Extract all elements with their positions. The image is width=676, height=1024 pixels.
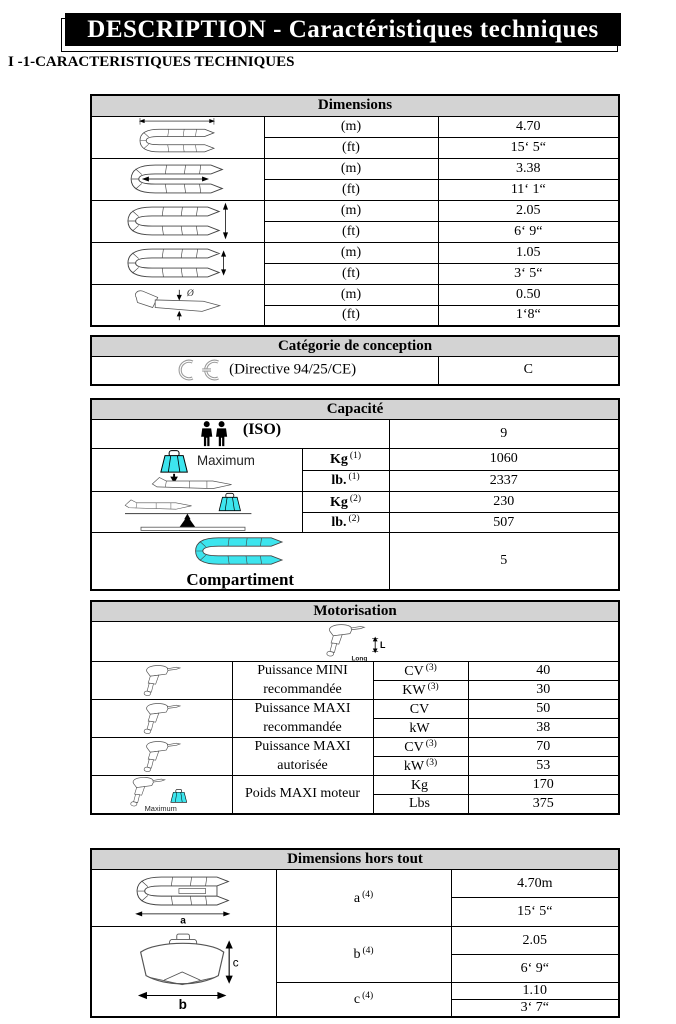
compartment-tubes-icon [181,533,299,569]
unit-cell: (ft) [264,305,438,326]
value-cell: 170 [468,776,619,795]
icon-letter-c: c [232,956,239,970]
unit-cell: Kg $^{(1)}$ [302,449,389,471]
unit-cell: (ft) [264,137,438,158]
boat-top-overall-width-icon [91,200,264,242]
value-cell: 4.70 [438,116,619,137]
value-cell: 1‘8“ [438,305,619,326]
letter-cell: c $^{(4)}$ [276,983,451,1018]
boat-top-length-a-icon [91,870,276,927]
directive-cell [91,357,438,385]
persons-iso-icon [199,421,233,447]
boat-top-inner-width-icon [91,242,264,284]
value-cell: 6‘ 9“ [438,221,619,242]
ce-mark-icon [173,358,225,382]
section-heading: I -1-CARACTERISTIQUES TECHNIQUES [8,54,295,70]
value-cell: 507 [389,513,619,533]
design-category-table [90,335,620,386]
value-cell: 1.10 [451,983,619,1000]
power-label-cell: Puissance MINI recommandée [232,662,373,700]
unit-cell: (m) [264,284,438,305]
tube-diameter-icon [91,284,264,326]
value-cell: 3‘ 5“ [438,263,619,284]
table-row [91,284,619,305]
value-cell: 53 [468,757,619,776]
value-cell: 230 [389,492,619,513]
unit-cell: CV $^{(3)}$ [373,738,468,757]
unit-cell: (ft) [264,263,438,284]
value-cell: 15‘ 5“ [451,898,619,927]
capacity-table [90,398,620,591]
outboard-motor-icon [91,700,232,738]
capacity-table-header: Capacité [91,399,619,420]
table-row [91,662,619,681]
directive-label: (Directive 94/25/CE) [229,361,357,378]
value-cell: 70 [468,738,619,757]
motor-weight-maximum-icon [91,776,232,814]
max-load-icon [91,449,302,492]
icon-letter-b: b [178,996,187,1012]
boat-top-inner-length-icon [91,158,264,200]
page-title: DESCRIPTION - Caractéristiques techniques [87,15,599,43]
table-row [91,700,619,719]
unit-cell: (m) [264,242,438,263]
shaft-caption: Long [351,654,368,661]
maximum-caption: Maximum [196,453,255,469]
unit-cell: Lbs [373,795,468,814]
design-category-table-header: Catégorie de conception [91,336,619,357]
letter-cell: a $^{(4)}$ [276,870,451,927]
value-cell: 38 [468,719,619,738]
table-row [91,242,619,263]
design-category-value: C [438,357,619,385]
icon-letter-a: a [179,915,186,924]
unit-cell: (ft) [264,221,438,242]
value-cell: 30 [468,681,619,700]
iso-value: 9 [389,420,619,449]
value-cell: 50 [468,700,619,719]
unit-cell: (ft) [264,179,438,200]
table-row [91,158,619,179]
unit-cell: lb. $^{(2)}$ [302,513,389,533]
value-cell: 40 [468,662,619,681]
table-row [91,738,619,757]
table-row [91,622,619,662]
value-cell: 11‘ 1“ [438,179,619,200]
unit-cell: kW $^{(3)}$ [373,757,468,776]
table-row [91,849,619,870]
value-cell: 4.70m [451,870,619,898]
value-cell: 3‘ 7“ [451,1000,619,1018]
compartment-value: 5 [389,533,619,590]
value-cell: 15‘ 5“ [438,137,619,158]
diameter-symbol: Ø [186,288,194,299]
page-title-bar [65,13,621,46]
motorisation-table [90,600,620,815]
unit-cell: KW $^{(3)}$ [373,681,468,700]
value-cell: 1.05 [438,242,619,263]
unit-cell: Kg [373,776,468,795]
letter-cell: b $^{(4)}$ [276,927,451,983]
value-cell: 375 [468,795,619,814]
table-row [91,870,619,898]
shaft-letter: L [379,639,386,650]
value-cell: 2337 [389,470,619,492]
outboard-motor-icon [91,738,232,776]
value-cell: 0.50 [438,284,619,305]
unit-cell: CV $^{(3)}$ [373,662,468,681]
unit-cell: (m) [264,158,438,179]
table-row [91,420,619,449]
outboard-shaft-length-icon [91,622,619,662]
boat-transom-bc-icon [91,927,276,1018]
value-cell: 2.05 [438,200,619,221]
power-label-cell: Poids MAXI moteur [232,776,373,814]
unit-cell: (m) [264,116,438,137]
power-label-cell: Puissance MAXI recommandée [232,700,373,738]
table-row [91,449,619,471]
compartment-cell [91,533,389,590]
table-row [91,533,619,590]
compartment-label: Compartiment [186,570,295,590]
boat-top-overall-length-icon [91,116,264,158]
value-cell: 3.38 [438,158,619,179]
table-row [91,357,619,385]
overall-dimensions-table-header: Dimensions hors tout [91,849,619,870]
table-row [91,601,619,622]
table-row [91,492,619,513]
motorisation-table-header: Motorisation [91,601,619,622]
table-row [91,776,619,795]
table-row [91,116,619,137]
outboard-motor-icon [91,662,232,700]
iso-label: (ISO) [242,420,282,438]
table-row [91,336,619,357]
value-cell: 1060 [389,449,619,471]
table-row [91,927,619,955]
table-row [91,399,619,420]
power-label-cell: Puissance MAXI autorisée [232,738,373,776]
dimensions-table [90,94,620,327]
maximum-caption: Maximum [144,804,177,813]
table-row [91,200,619,221]
unit-cell: Kg $^{(2)}$ [302,492,389,513]
overall-dimensions-table [90,848,620,1018]
table-row [91,95,619,116]
unit-cell: CV [373,700,468,719]
unit-cell: lb. $^{(1)}$ [302,470,389,492]
load-balance-icon [91,492,302,533]
unit-cell: (m) [264,200,438,221]
persons-iso-cell [91,420,389,449]
unit-cell: kW [373,719,468,738]
value-cell: 6‘ 9“ [451,955,619,983]
value-cell: 2.05 [451,927,619,955]
dimensions-table-header: Dimensions [91,95,619,116]
